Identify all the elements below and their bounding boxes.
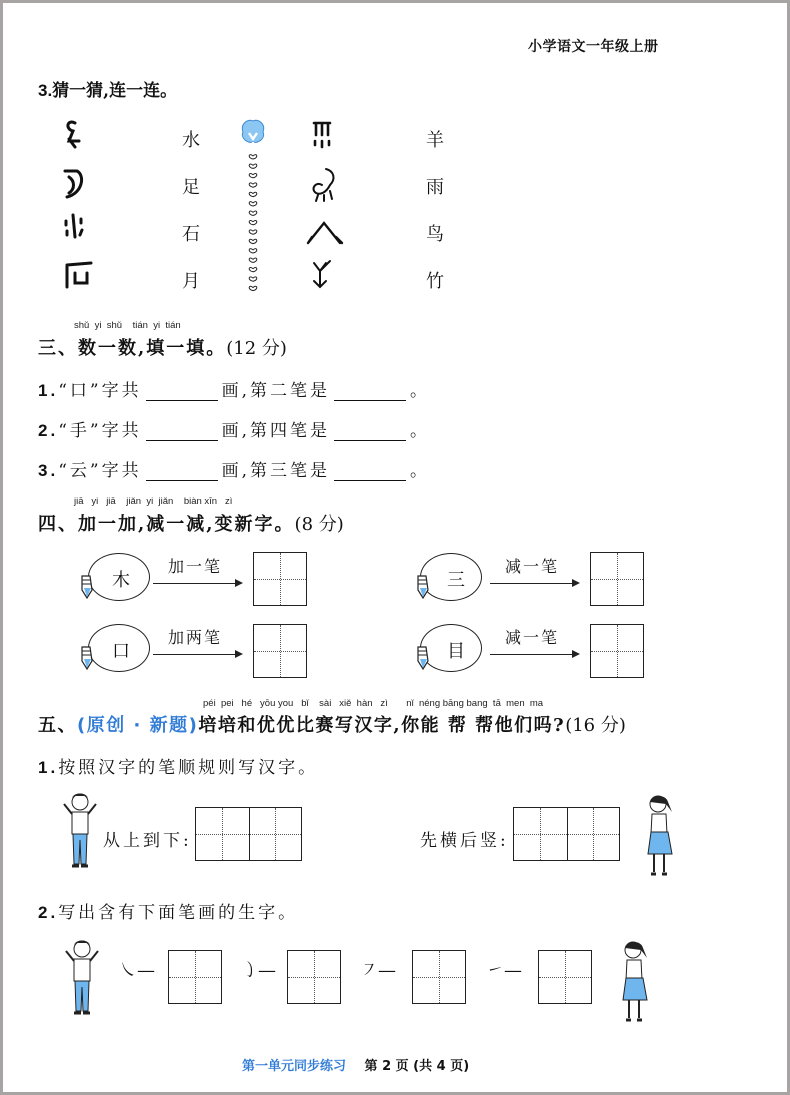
answer-grid-double[interactable] xyxy=(195,807,302,861)
word-left-1: 水 xyxy=(182,130,200,151)
girl-figure-icon xyxy=(640,792,680,878)
answer-grid-box[interactable] xyxy=(590,624,644,678)
section3-heading: 三、数一数,填一填。(12 分) xyxy=(38,338,287,359)
pencil-icon xyxy=(78,645,100,671)
arrow-icon xyxy=(490,583,578,584)
vine-leaf-icon xyxy=(249,155,257,159)
ancient-glyphs-left xyxy=(55,115,100,295)
vine-leaf-icon xyxy=(249,277,257,281)
word-right-4: 竹 xyxy=(426,271,444,292)
operation-label: 减一笔 xyxy=(505,557,560,576)
ancient-glyphs-right xyxy=(300,115,350,295)
rule-horizontal-then-vertical: 先横后竖: xyxy=(420,831,509,851)
answer-blank[interactable] xyxy=(146,382,218,401)
vine-leaf-icon xyxy=(249,230,257,234)
arrow-icon xyxy=(153,583,241,584)
section5-heading: 五、(原创 · 新题)培培和优优比赛写汉字,你能 帮 帮他们吗?(16 分) xyxy=(38,715,626,736)
answer-blank[interactable] xyxy=(146,422,218,441)
tree-divider-icon xyxy=(238,118,268,298)
book-title: 小学语文一年级上册 xyxy=(528,39,659,55)
vine-leaf-icon xyxy=(249,192,257,196)
pencil-icon xyxy=(78,574,100,600)
ancient-foot-icon xyxy=(68,122,79,147)
answer-blank[interactable] xyxy=(146,462,218,481)
vine-leaf-icon xyxy=(249,173,257,177)
stroke-ti: ㇀— xyxy=(486,960,522,981)
section3-item-3: 3.“云”字共 画,第三笔是 。 xyxy=(38,461,430,481)
answer-grid-box[interactable] xyxy=(590,552,644,606)
word-left-3: 石 xyxy=(182,224,200,245)
operation-label: 减一笔 xyxy=(505,628,560,647)
stroke-wangou: ㇁— xyxy=(240,960,276,981)
section3-item-1: 1.“口”字共 画,第二笔是 。 xyxy=(38,381,430,401)
answer-blank[interactable] xyxy=(334,422,406,441)
answer-grid-box[interactable] xyxy=(253,552,307,606)
ancient-stone-icon xyxy=(67,263,91,287)
word-left-4: 月 xyxy=(182,271,200,292)
vine-leaf-icon xyxy=(249,183,257,187)
rule-top-to-bottom: 从上到下: xyxy=(103,831,192,851)
vine-leaf-icon xyxy=(249,286,257,290)
answer-blank[interactable] xyxy=(334,462,406,481)
section5-sub2-title: 2.写出含有下面笔画的生字。 xyxy=(38,903,299,923)
operation-label: 加两笔 xyxy=(168,628,223,647)
section5-sub1-title: 1.按照汉字的笔顺规则写汉字。 xyxy=(38,758,319,778)
arrow-icon xyxy=(153,654,241,655)
word-left-2: 足 xyxy=(182,177,200,198)
vine-leaf-icon xyxy=(249,202,257,206)
boy-figure-icon xyxy=(60,790,100,876)
ancient-bird-icon xyxy=(314,169,334,201)
q3-title: 3.猜一猜,连一连。 xyxy=(38,81,178,101)
stroke-dian: ㇏— xyxy=(119,960,155,981)
vine-leaf-icon xyxy=(249,267,257,271)
ancient-water-icon xyxy=(66,215,82,237)
operation-label: 加一笔 xyxy=(168,557,223,576)
vine-leaf-icon xyxy=(249,258,257,262)
boy-figure-icon xyxy=(62,937,102,1023)
vine-leaf-icon xyxy=(249,249,257,253)
vine-leaf-icon xyxy=(249,239,257,243)
answer-grid-double[interactable] xyxy=(513,807,620,861)
vine-leaf-icon xyxy=(249,220,257,224)
section3-item-2: 2.“手”字共 画,第四笔是 。 xyxy=(38,421,430,441)
ancient-moon-icon xyxy=(65,171,82,197)
ancient-rain-icon xyxy=(314,123,330,147)
unit-name: 第一单元同步练习 xyxy=(242,1059,347,1074)
vine-leaf-icon xyxy=(249,211,257,215)
answer-grid-box[interactable] xyxy=(538,950,592,1004)
ancient-bamboo-icon xyxy=(308,223,342,243)
ancient-sheep-icon xyxy=(314,261,330,287)
base-char: 木 xyxy=(112,570,130,591)
word-right-1: 羊 xyxy=(426,130,444,151)
pencil-icon xyxy=(414,574,436,600)
base-char: 口 xyxy=(112,641,130,662)
page-footer xyxy=(242,1055,469,1074)
answer-grid-box[interactable] xyxy=(412,950,466,1004)
word-right-2: 雨 xyxy=(426,177,444,198)
base-char: 目 xyxy=(447,641,465,662)
girl-figure-icon xyxy=(615,938,655,1024)
pencil-icon xyxy=(414,645,436,671)
section4-pinyin: jiā yi jiā jiǎn yi jiǎn biàn xīn zì xyxy=(74,496,233,507)
answer-blank[interactable] xyxy=(334,382,406,401)
arrow-icon xyxy=(490,654,578,655)
answer-grid-box[interactable] xyxy=(287,950,341,1004)
section4-heading: 四、加一加,减一减,变新字。(8 分) xyxy=(38,514,344,535)
page-number: 第 2 页 (共 4 页) xyxy=(364,1059,470,1074)
section5-pinyin: péi pei hé yōu you bǐ sài xiě hàn zì nǐ néng bāng bang tā men ma xyxy=(203,698,544,709)
original-tag: (原创 · 新题) xyxy=(77,715,199,736)
stroke-hengzhe: ㇇— xyxy=(360,960,396,981)
answer-grid-box[interactable] xyxy=(168,950,222,1004)
section3-pinyin: shǔ yi shǔ tián yi tián xyxy=(74,320,181,331)
answer-grid-box[interactable] xyxy=(253,624,307,678)
base-char: 三 xyxy=(447,570,465,591)
word-right-3: 鸟 xyxy=(426,224,444,245)
vine-leaf-icon xyxy=(249,164,257,168)
